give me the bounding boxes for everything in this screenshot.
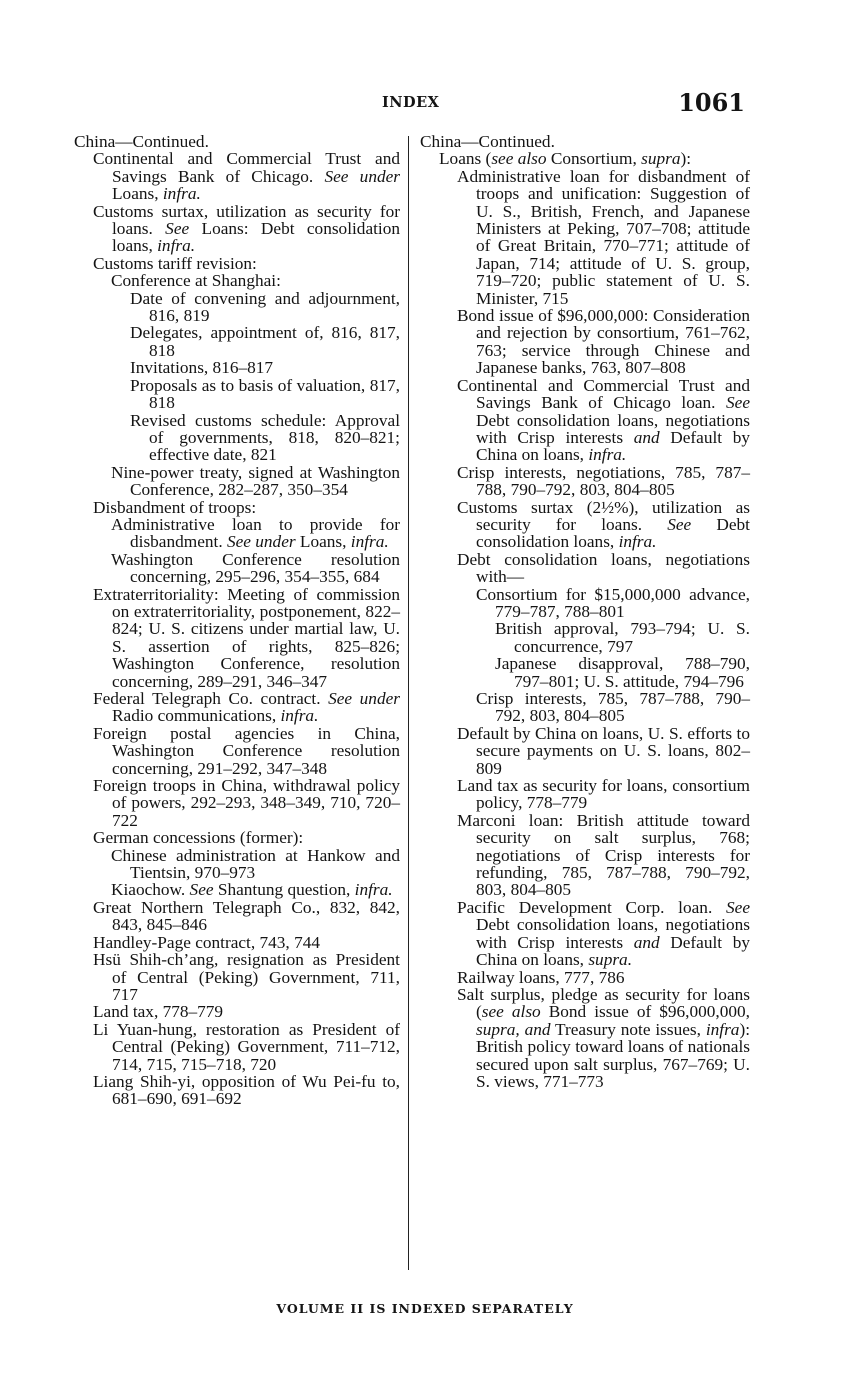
- index-entry: Liang Shih-yi, opposition of Wu Pei-fu to, 681–690, 691–692: [93, 1071, 400, 1109]
- index-entry: Delegates, appointment of, 816, 817, 818: [130, 323, 400, 360]
- index-entry: Default by China on loans, U. S. efforts to secure payments on U. S. loans, 802–809: [457, 723, 750, 778]
- column-divider: [408, 136, 409, 1270]
- index-entry: Handley-Page contract, 743, 744: [93, 932, 320, 952]
- page-number: 1061: [678, 88, 745, 117]
- footer-note: VOLUME II IS INDEXED SEPARATELY: [276, 1301, 574, 1316]
- index-entry: Salt surplus, pledge as security for loans (see also Bond issue of $96,000,000, supra, and Treasury note issues, infra): British policy toward loans of nationals secured upon salt surplus, 767–769; U. S. views, 771–773: [457, 984, 751, 1091]
- index-entry: Loans (see also Consortium, supra):: [439, 149, 692, 169]
- index-entry: Bond issue of $96,000,000: Consideration and rejection by consortium, 761–762, 763; service through Chinese and Japanese banks, 763, 807–808: [457, 306, 750, 378]
- page-header: [0, 88, 850, 118]
- index-entry: Japanese disapproval, 788–790, 797–801; U. S. attitude, 794–796: [495, 654, 750, 691]
- index-entry: Invitations, 816–817: [130, 358, 274, 378]
- index-entry: Customs surtax, utilization as security for loans. See Loans: Debt consolidation loans, infra.: [93, 201, 400, 256]
- index-entry: Continental and Commercial Trust and Savings Bank of Chicago loan. See Debt consolidation loans, negotiations with Crisp interests and Default by China on loans, infra.: [457, 375, 750, 465]
- index-entry: German concessions (former):: [93, 828, 304, 848]
- index-entry: Revised customs schedule: Approval of governments, 818, 820–821; effective date, 821: [130, 410, 400, 465]
- index-entry: Extraterritoriality: Meeting of commission on extraterritoriality, postponement, 822–824; U. S. citizens under martial law, U. S. assertion of rights, 825–826; Washington Conference, resolution concerning, 289–291, 346–347: [93, 584, 400, 691]
- index-entry: Foreign postal agencies in China, Washington Conference resolution concerning, 291–292, 347–348: [93, 723, 400, 778]
- index-entry: Administrative loan for disbandment of troops and unification: Suggestion of U. S., British, French, and Japanese Ministers at Peking, 707–708; attitude of Great Britain, 770–771; attitude of Japan, 714; attitude of U. S. group, 719–720; public statement of U. S. Minister, 715: [457, 166, 750, 308]
- index-entry: Debt consolidation loans, negotiations with—: [457, 549, 750, 587]
- index-entry: Washington Conference resolution concerning, 295–296, 354–355, 684: [111, 549, 400, 587]
- index-entry: British approval, 793–794; U. S. concurrence, 797: [495, 619, 750, 656]
- index-entry: Hsü Shih-ch’ang, resignation as President of Central (Peking) Government, 711, 717: [93, 950, 400, 1004]
- index-entry: Railway loans, 777, 786: [457, 967, 625, 987]
- index-entry: Pacific Development Corp. loan. See Debt consolidation loans, negotiations with Crisp interests and Default by China on loans, supra.: [457, 897, 750, 970]
- index-entry: Chinese administration at Hankow and Tientsin, 970–973: [111, 845, 400, 883]
- index-entry: Crisp interests, 785, 787–788, 790–792, 803, 804–805: [476, 689, 750, 726]
- index-entry: Federal Telegraph Co. contract. See under Radio communications, infra.: [93, 689, 400, 726]
- index-column-left: [74, 133, 400, 1108]
- index-entry: Conference at Shanghai:: [111, 271, 281, 291]
- index-entry: Land tax as security for loans, consortium policy, 778–779: [457, 776, 750, 813]
- running-title: INDEX: [382, 94, 440, 111]
- index-entry: Foreign troops in China, withdrawal policy of powers, 292–293, 348–349, 710, 720–722: [93, 776, 400, 830]
- index-entry: Date of convening and adjournment, 816, 819: [130, 288, 400, 326]
- index-entry: Customs surtax (2½%), utilization as security for loans. See Debt consolidation loans, infra.: [457, 497, 750, 552]
- index-entry: Land tax, 778–779: [93, 1002, 224, 1022]
- index-entry: Continental and Commercial Trust and Savings Bank of Chicago. See under Loans, infra.: [93, 149, 401, 204]
- index-entry: Great Northern Telegraph Co., 832, 842, 843, 845–846: [93, 897, 400, 935]
- index-entry: Li Yuan-hung, restoration as President of Central (Peking) Government, 711–712, 714, 715, 715–718, 720: [93, 1019, 400, 1074]
- index-entry: Nine-power treaty, signed at Washington Conference, 282–287, 350–354: [111, 462, 400, 500]
- index-entry: Consortium for $15,000,000 advance, 779–787, 788–801: [476, 584, 750, 621]
- index-entry: Disbandment of troops:: [93, 497, 257, 517]
- index-heading: China—Continued.: [74, 132, 209, 151]
- index-entry: Customs tariff revision:: [93, 253, 257, 273]
- index-entry: Administrative loan to provide for disbandment. See under Loans, infra.: [111, 514, 400, 552]
- index-entry: Proposals as to basis of valuation, 817, 818: [130, 375, 400, 413]
- index-heading: China—Continued.: [420, 132, 555, 151]
- index-column-right: [420, 133, 750, 1090]
- index-entry: Marconi loan: British attitude toward security on salt surplus, 768; negotiations of Crisp interests for refunding, 785, 787–788, 790–792, 803, 804–805: [457, 810, 750, 900]
- index-entry: Crisp interests, negotiations, 785, 787–788, 790–792, 803, 804–805: [457, 462, 750, 500]
- index-entry: Kiaochow. See Shantung question, infra.: [111, 880, 393, 900]
